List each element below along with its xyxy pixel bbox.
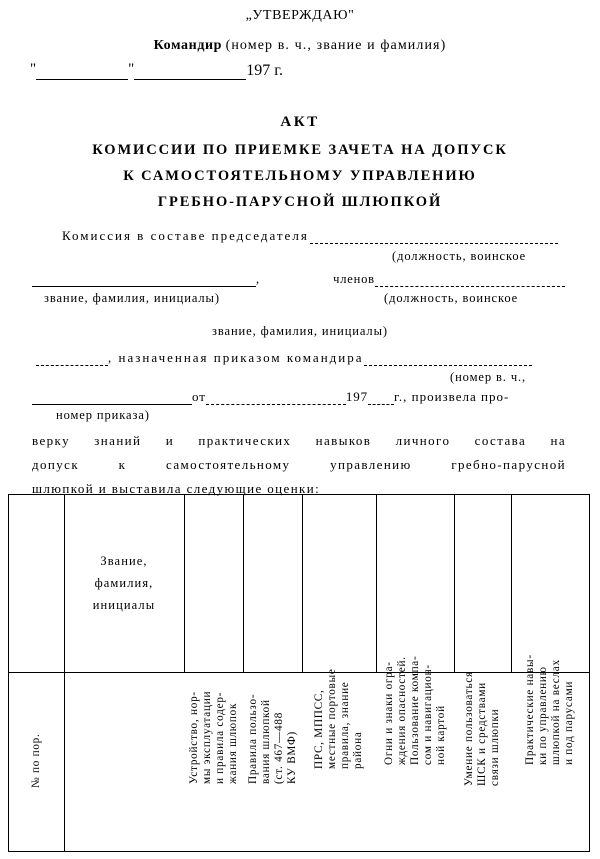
paragraph-3-text: шлюпкой и выставила следующие оценки: [32,481,321,496]
order-line [36,350,532,366]
members-hint-left: звание, фамилия, инициалы) [44,291,220,305]
order-date-blank[interactable] [206,393,346,405]
members-hint-bottom: звание, фамилия, инициалы) [212,324,388,338]
title-line-1: КОМИССИИ ПО ПРИЕМКЕ ЗАЧЕТА НА ДОПУСК [92,142,508,158]
table-header-num-label: № по пор. [30,733,42,788]
table-header-cell-construction [184,495,243,784]
table-header-cell-lights-signs [376,495,454,765]
order-ot-label: от [192,389,206,404]
title-line-3: ГРЕБНО-ПАРУСНОЙ ШЛЮПКОЙ [157,194,443,210]
chairman-hint-1: (должность, воинское [392,249,527,263]
members-label: членов [333,272,375,286]
order-year: 197 [345,389,369,404]
order-unit-blank[interactable] [364,354,532,366]
table-header-practical-skills-label: Практические навы- ки по управлению шлюпкой на веслах и под парусами [524,654,575,765]
paragraph-line-2 [32,457,566,473]
table-header-cell-num [9,495,64,788]
date-line [30,62,430,80]
chairman-blank[interactable] [310,232,558,244]
year-prefix: 197 [246,62,271,79]
month-blank[interactable] [134,66,246,80]
table-header-lights-signs-label: Огни и знаки огра- ждения опасностей. Пользование компа- сом и навигацион- ной картой [382,655,447,765]
table-header-construction-label: Устройство, нор- мы эксплуатации и правила содер- жания шлюпок [187,690,239,784]
year-suffix: г. [274,62,284,79]
commander-hint: (номер в. ч., звание и фамилия) [225,38,447,53]
table-header-cell-practical-skills [511,495,589,765]
commander-line [0,38,600,54]
grades-table [8,494,590,852]
table-header-shsk-comms-label: Умение пользоваться ШСК и средствами связи шлюпки [463,671,501,786]
table-header-cell-shsk-comms [454,495,511,786]
order-hint: (номер в. ч., [450,370,527,384]
chairman-rank-blank[interactable] [32,275,256,287]
table-header-name-line-1: Звание, [100,554,148,568]
quote-close: " [128,61,135,77]
table-header-usage-rules-label: Правила пользо- вания шлюпкой (ст. 467—488 КУ ВМФ) [246,693,298,784]
table-body-empty[interactable] [9,673,589,851]
approval-label: „УТВЕРЖДАЮ" [245,8,355,23]
table-header-cell-name [64,495,184,671]
members-line: , членов [32,272,565,287]
order-text: , назначенная приказом командира [108,350,364,365]
order-number-blank[interactable] [32,393,192,405]
order-tail: г., произвела про- [394,389,510,404]
paragraph-line-1 [32,433,566,449]
table-header-cell-prs-mppss [302,495,376,769]
commander-label: Командир [153,38,223,53]
commission-chairman-text: Комиссия в составе председателя [62,228,309,243]
table-header-prs-mppss-label: ПРС, МППСС, местные портовые правила, знание района [313,668,364,769]
body-column-divider-1 [64,673,65,851]
order-date-line [32,389,509,405]
page-title: АКТ [280,114,320,130]
title-line-2: К САМОСТОЯТЕЛЬНОМУ УПРАВЛЕНИЮ [123,168,477,184]
paragraph-2-text: допуск к самостоятельному управлению гребно-парусной [32,457,566,472]
day-blank[interactable] [36,66,128,80]
order-number-hint: номер приказа) [56,408,150,422]
table-header-name-line-3: инициалы [92,598,156,612]
commission-chairman-line [62,228,558,244]
table-header-row [9,495,589,788]
order-year-blank[interactable] [368,393,394,405]
members-hint-right: (должность, воинское [384,291,519,305]
paragraph-1-text: верку знаний и практических навыков личного состава на [32,433,566,448]
members-tail-blank[interactable] [36,354,108,366]
members-blank[interactable] [375,275,565,287]
quote-open: " [30,61,37,77]
table-header-cell-usage-rules [243,495,302,784]
table-header-name-line-2: фамилия, [94,576,154,590]
